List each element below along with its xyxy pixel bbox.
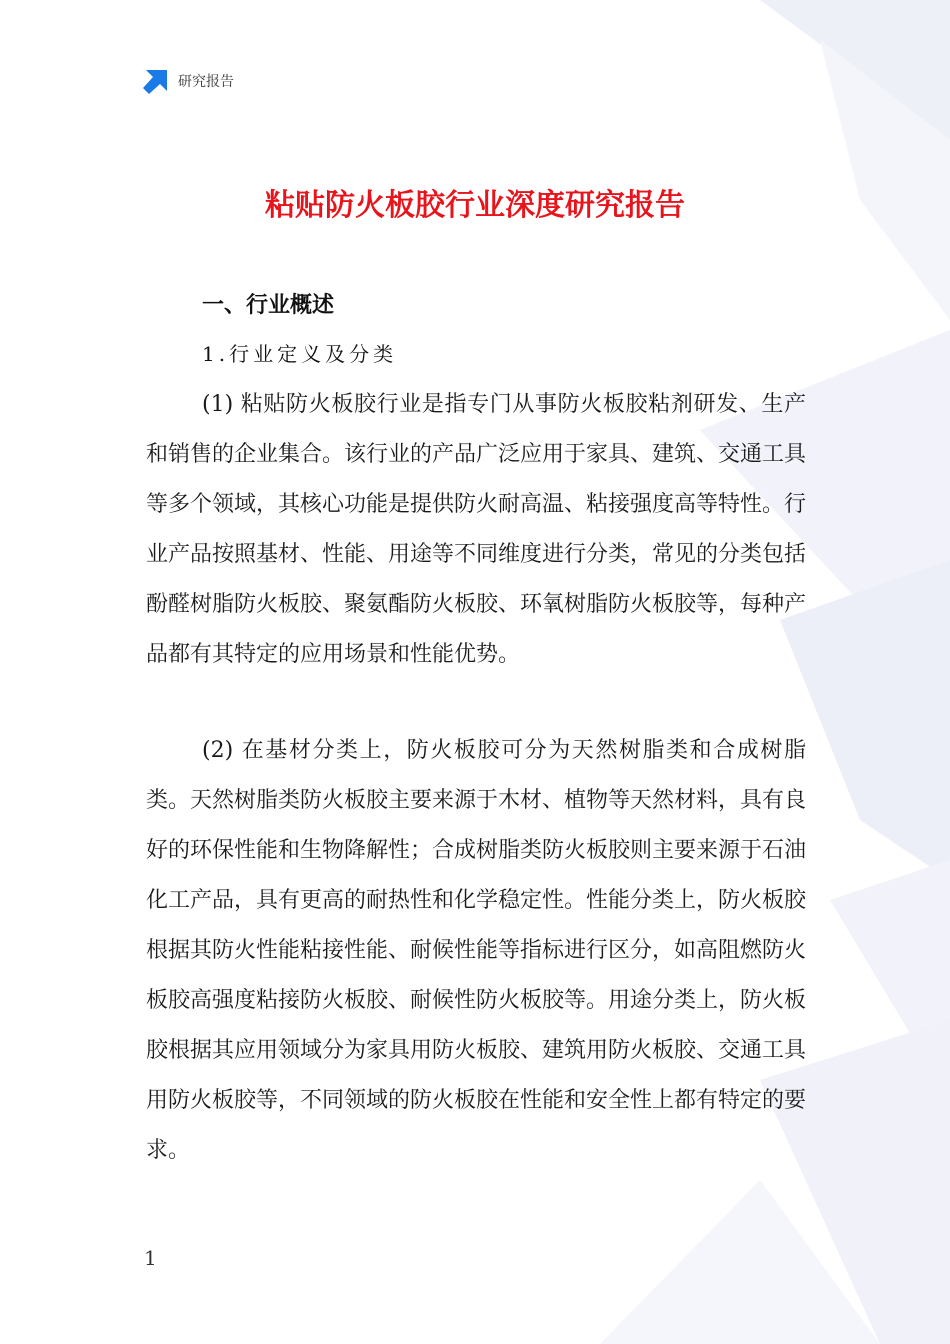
page-header [143, 68, 234, 94]
subsection-heading: 1.行业定义及分类 [202, 342, 398, 366]
section-heading: 一、行业概述 [202, 293, 335, 318]
body-paragraph: (2) 在基材分类上，防火板胶可分为天然树脂类和合成树脂类。天然树脂类防火板胶主要来源于木材、植物等天然材料，具有良好的环保性能和生物降解性；合成树脂类防火板胶则主要来源于石油化工产品，具有更高的耐热性和化学稳定性。性能分类上，防火板胶根据其防火性能粘接性能、耐候性能等指标进行区分，如高阻燃防火板胶高强度粘接防火板胶、耐候性防火板胶等。用途分类上，防火板胶根据其应用领域分为家具用防火板胶、建筑用防火板胶、交通工具用防火板胶等，不同领域的防火板胶在性能和安全性上都有特定的要求。 [146, 738, 807, 1163]
page-number: 1 [144, 1246, 157, 1270]
document-title: 粘贴防火板胶行业深度研究报告 [265, 188, 685, 223]
header-label: 研究报告 [178, 74, 234, 90]
body-paragraph: (1) 粘贴防火板胶行业是指专门从事防火板胶粘剂研发、生产和销售的企业集合。该行业的产品广泛应用于家具、建筑、交通工具等多个领域，其核心功能是提供防火耐高温、粘接强度高等特性。行业产品按照基材、性能、用途等不同维度进行分类，常见的分类包括酚醛树脂防火板胶、聚氨酯防火板胶、环氧树脂防火板胶等，每种产品都有其特定的应用场景和性能优势。 [146, 392, 807, 667]
arrow-up-right-icon [143, 68, 169, 94]
